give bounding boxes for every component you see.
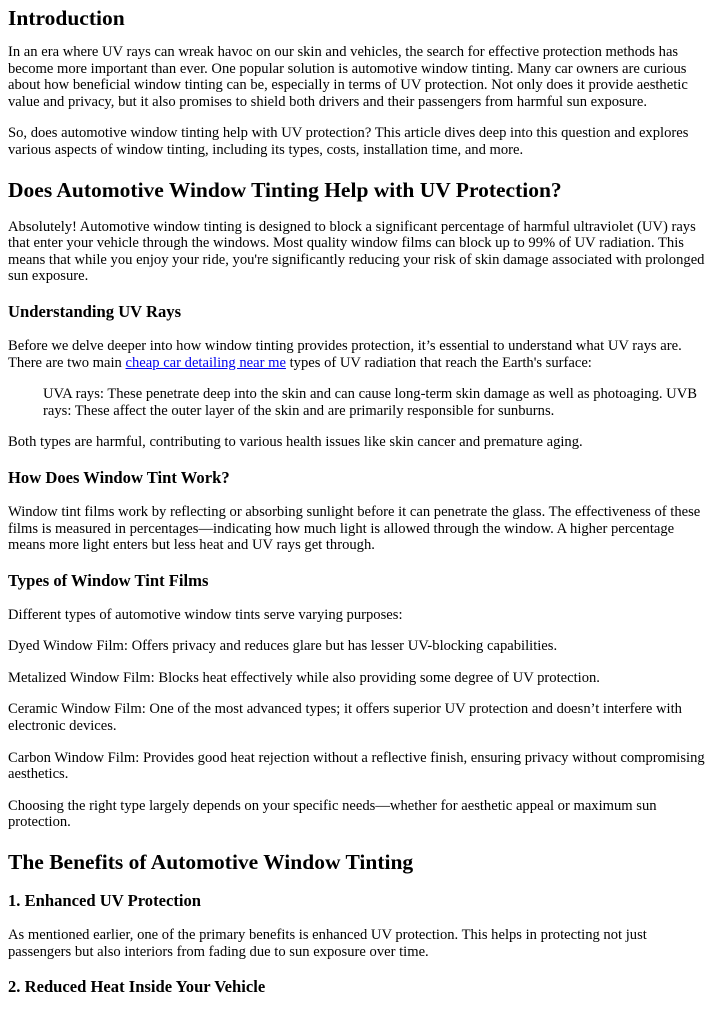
understanding-paragraph-1 [8, 338, 712, 371]
understanding-text-after-link: types of UV radiation that reach the Earth's surface: [285, 354, 592, 371]
heading-reduced-heat: 2. Reduced Heat Inside Your Vehicle [8, 977, 266, 997]
heading-tint-film-types: Types of Window Tint Films [8, 570, 209, 590]
types-intro-paragraph: Different types of automotive window tints serve varying purposes: [8, 606, 403, 623]
uv-paragraph-1: Absolutely! Automotive window tinting is designed to block a significant percentage of harmful ultraviolet (UV) rays that enter your vehicle through the windows. Most quality window films can block up to 99% of UV radiation. This means that while you enjoy your ride, you're significantly reducing your risk of skin damage associated with prolonged sun exposure. [8, 218, 705, 285]
cheap-car-detailing-link[interactable]: cheap car detailing near me [125, 354, 286, 371]
uv-types-quote: UVA rays: These penetrate deep into the skin and can cause long-term skin damage as well as photoaging. UVB rays: These affect the outer layer of the skin and are primarily responsible for sunburns. [43, 386, 697, 419]
heading-benefits: The Benefits of Automotive Window Tinting [8, 850, 414, 875]
film-type-item: Metalized Window Film: Blocks heat effectively while also providing some degree of UV protection. [8, 669, 600, 686]
film-type-item: Carbon Window Film: Provides good heat rejection without a reflective finish, ensuring privacy without compromising aesthetics. [8, 749, 705, 783]
film-type-item: Dyed Window Film: Offers privacy and reduces glare but has lesser UV-blocking capabilities. [8, 638, 558, 655]
article [0, 6, 720, 996]
film-type-item: Ceramic Window Film: One of the most advanced types; it offers superior UV protection and doesn’t interfere with electronic devices. [8, 701, 682, 735]
types-outro-paragraph: Choosing the right type largely depends on your specific needs—whether for aesthetic appeal or maximum sun protection. [8, 797, 657, 831]
understanding-text-before-link: Before we delve deeper into how window tinting provides protection, it’s essential to understand what UV rays are. There are two main [8, 337, 682, 371]
heading-introduction: Introduction [8, 6, 125, 30]
understanding-paragraph-2: Both types are harmful, contributing to various health issues like skin cancer and premature aging. [8, 434, 583, 451]
heading-uv-protection: Does Automotive Window Tinting Help with UV Protection? [8, 177, 562, 202]
heading-understanding-uv: Understanding UV Rays [8, 301, 182, 321]
enhanced-uv-paragraph: As mentioned earlier, one of the primary benefits is enhanced UV protection. This helps in protecting not just passengers but also interiors from fading due to sun exposure over time. [8, 927, 647, 960]
intro-paragraph-2: So, does automotive window tinting help with UV protection? This article dives deep into this question and explores various aspects of window tinting, including its types, costs, installation time, and more. [8, 125, 689, 158]
heading-how-tint-works: How Does Window Tint Work? [8, 467, 230, 487]
intro-paragraph-1: In an era where UV rays can wreak havoc on our skin and vehicles, the search for effective protection methods has become more important than ever. One popular solution is automotive window tinting. Many car owners are curious about how beneficial window tinting can be, especially in terms of UV protection. Not only does it provide aesthetic value and privacy, but it also promises to shield both drivers and their passengers from harmful sun exposure. [8, 44, 688, 110]
heading-enhanced-uv: 1. Enhanced UV Protection [8, 891, 201, 911]
how-works-paragraph: Window tint films work by reflecting or absorbing sunlight before it can penetrate the glass. The effectiveness of these films is measured in percentages—indicating how much light is allowed through the window. A higher percentage means more light enters but less heat and UV rays get through. [8, 503, 701, 554]
